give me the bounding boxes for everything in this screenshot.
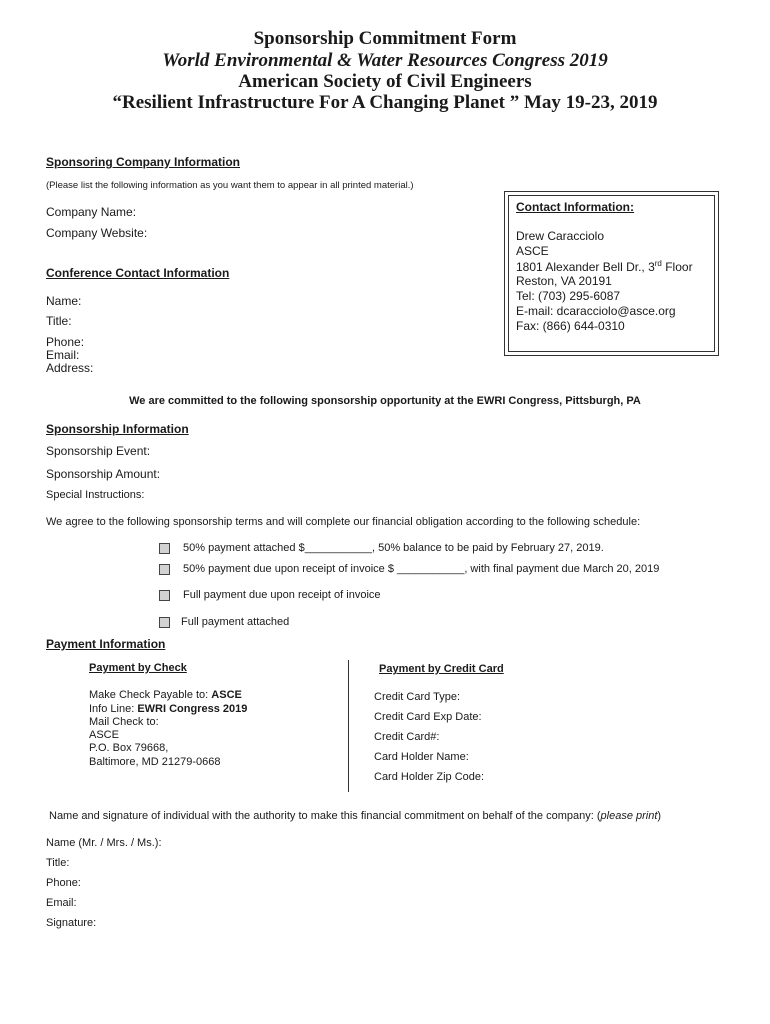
sponsorship-info-heading: Sponsorship Information	[46, 422, 189, 436]
option-full-attached-label: Full payment attached	[181, 616, 290, 628]
company-info-note: (Please list the following information as you want them to appear in all printed material.)	[46, 180, 414, 191]
option-full-invoice-label: Full payment due upon receipt of invoice	[183, 589, 381, 601]
signature-intro: Name and signature of individual with the authority to make this financial commitment on behalf of the company: (please print)	[49, 810, 662, 822]
company-website-label: Company Website:	[46, 226, 148, 240]
contact-title-label: Title:	[46, 314, 72, 328]
payment-check-heading: Payment by Check	[89, 662, 187, 674]
contact-city: Reston, VA 20191	[516, 274, 612, 288]
signer-title-label: Title:	[46, 857, 70, 869]
commitment-statement: We are committed to the following sponsorship opportunity at the EWRI Congress, Pittsburgh, PA	[129, 395, 641, 407]
contact-tel: Tel: (703) 295-6087	[516, 289, 621, 303]
contact-street: 1801 Alexander Bell Dr., 3rd Floor	[516, 259, 693, 274]
option-full-invoice-checkbox[interactable]	[159, 590, 170, 601]
contact-org: ASCE	[516, 244, 549, 258]
signer-email-label: Email:	[46, 897, 77, 909]
card-number-label: Credit Card#:	[374, 731, 440, 743]
card-zip-label: Card Holder Zip Code:	[374, 771, 485, 783]
check-info-line: Info Line: EWRI Congress 2019	[89, 703, 248, 715]
check-payable: Make Check Payable to: ASCE	[89, 689, 242, 701]
card-exp-label: Credit Card Exp Date:	[374, 711, 482, 723]
contact-fax: Fax: (866) 644-0310	[516, 319, 625, 333]
payment-divider	[348, 660, 349, 792]
check-mail-label: Mail Check to:	[89, 716, 159, 728]
option-50-invoice-checkbox[interactable]	[159, 564, 170, 575]
contact-phone-label: Phone:	[46, 335, 85, 349]
sponsorship-amount-label: Sponsorship Amount:	[46, 467, 161, 481]
option-full-attached-checkbox[interactable]	[159, 617, 170, 628]
card-holder-label: Card Holder Name:	[374, 751, 469, 763]
contact-address-label: Address:	[46, 361, 94, 375]
congress-theme: “Resilient Infrastructure For A Changing Planet ” May 19-23, 2019	[112, 92, 658, 113]
company-name-label: Company Name:	[46, 205, 137, 219]
option-50-attached-checkbox[interactable]	[159, 543, 170, 554]
sponsorship-event-label: Sponsorship Event:	[46, 444, 151, 458]
option-50-invoice-label: 50% payment due upon receipt of invoice $ ___________, with final payment due March 20, 2019	[183, 563, 660, 575]
signer-name-label: Name (Mr. / Mrs. / Ms.):	[46, 837, 162, 849]
company-info-heading: Sponsoring Company Information	[46, 155, 240, 169]
card-type-label: Credit Card Type:	[374, 691, 461, 703]
payment-card-heading: Payment by Credit Card	[379, 663, 504, 675]
option-50-attached-label: 50% payment attached $___________, 50% balance to be paid by February 27, 2019.	[183, 542, 604, 554]
contact-name-label: Name:	[46, 294, 82, 308]
payment-info-heading: Payment Information	[46, 637, 166, 651]
contact-email-label: Email:	[46, 348, 80, 362]
special-instructions-label: Special Instructions:	[46, 489, 145, 501]
form-title: Sponsorship Commitment Form	[253, 28, 517, 49]
contact-email: E-mail: dcaracciolo@asce.org	[516, 304, 676, 318]
organization-name: American Society of Civil Engineers	[238, 71, 532, 92]
event-name: World Environmental & Water Resources Congress 2019	[162, 50, 608, 71]
signer-phone-label: Phone:	[46, 877, 81, 889]
conference-contact-heading: Conference Contact Information	[46, 266, 230, 280]
contact-info-heading: Contact Information:	[516, 200, 634, 214]
signer-signature-label: Signature:	[46, 917, 97, 929]
agreement-statement: We agree to the following sponsorship terms and will complete our financial obligation according to the following schedule:	[46, 516, 641, 528]
check-address-1: ASCE	[89, 729, 119, 741]
check-address-2: P.O. Box 79668,	[89, 742, 169, 754]
contact-person: Drew Caracciolo	[516, 229, 605, 243]
check-address-3: Baltimore, MD 21279-0668	[89, 756, 221, 768]
